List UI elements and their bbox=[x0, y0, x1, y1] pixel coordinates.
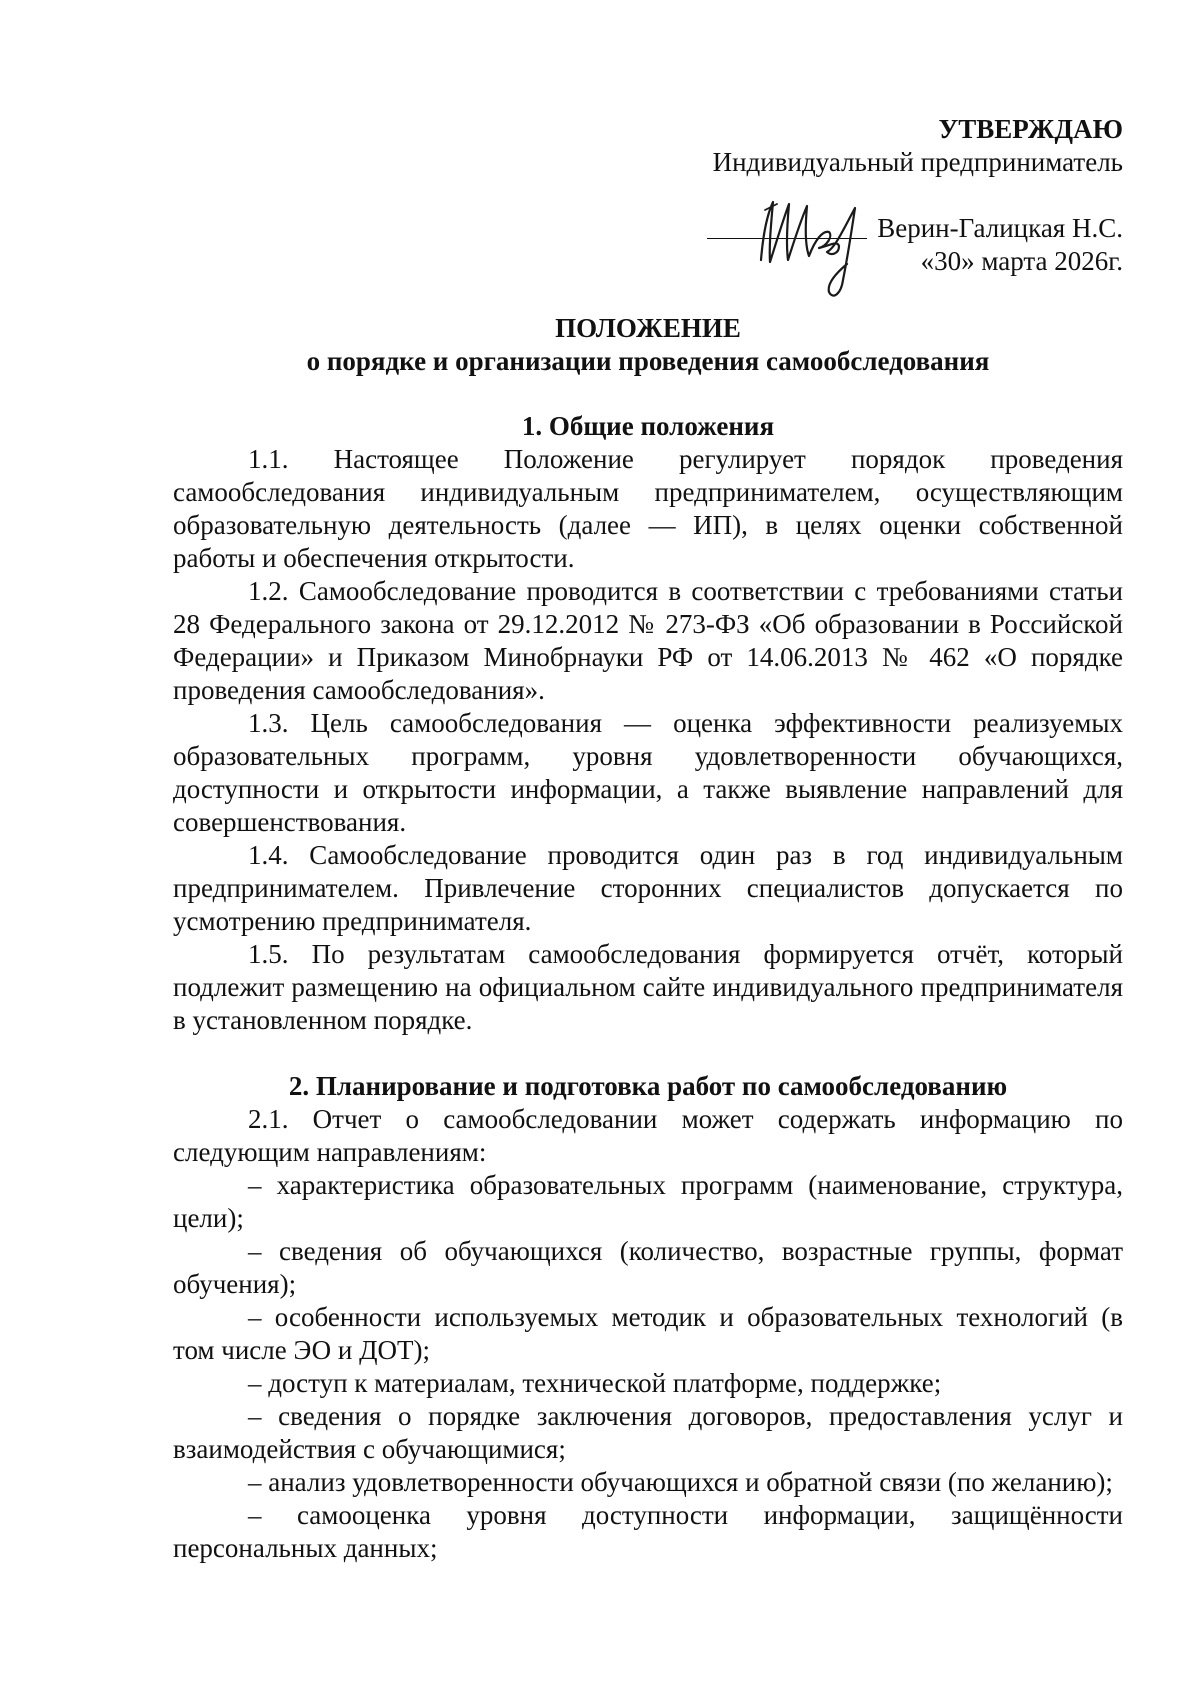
paragraph-1-2: 1.2. Самообследование проводится в соответствии с требованиями статьи 28 Федерального закона от 29.12.2012 № 273-ФЗ «Об образовании в Российской Федерации» и Приказом Минобрнауки РФ от 14.06.2013 № 462 «О порядке проведения самообследования». bbox=[173, 576, 1123, 705]
list-item: – характеристика образовательных программ (наименование, структура, цели); bbox=[173, 1170, 1123, 1233]
document-title bbox=[173, 312, 1123, 378]
section-1-heading: 1. Общие положения bbox=[521, 411, 775, 441]
list-item: – особенности используемых методик и образовательных технологий (в том числе ЭО и ДОТ); bbox=[173, 1302, 1123, 1365]
signature-line bbox=[563, 212, 1123, 245]
paragraph-1-4: 1.4. Самообследование проводится один раз в год индивидуальным предпринимателем. Привлечение сторонних специалистов допускается по усмотрению предпринимателя. bbox=[173, 840, 1123, 936]
approval-block bbox=[563, 113, 1123, 276]
list-item: – анализ удовлетворенности обучающихся и обратной связи (по желанию); bbox=[248, 1467, 1113, 1497]
paragraph-2-1: 2.1. Отчет о самообследовании может содержать информацию по следующим направлениям: bbox=[173, 1104, 1123, 1167]
section-2-heading: 2. Планирование и подготовка работ по самообследованию bbox=[288, 1071, 1008, 1101]
handwritten-signature bbox=[743, 190, 883, 305]
approval-date: «30» марта 2026г. bbox=[920, 246, 1123, 276]
approval-heading: УТВЕРЖДАЮ bbox=[938, 114, 1123, 144]
list-item: – самооценка уровня доступности информации, защищённости персональных данных; bbox=[173, 1500, 1123, 1563]
approval-position: Индивидуальный предприниматель bbox=[712, 147, 1123, 177]
list-item: – сведения о порядке заключения договоров, предоставления услуг и взаимодействия с обучающимися; bbox=[173, 1401, 1123, 1464]
list-item: – доступ к материалам, технической платформе, поддержке; bbox=[248, 1368, 942, 1398]
document-body bbox=[173, 410, 1123, 1565]
paragraph-1-1: 1.1. Настоящее Положение регулирует порядок проведения самообследования индивидуальным предпринимателем, осуществляющим образовательную деятельность (далее — ИП), в целях оценки собственной работы и обеспечения открытости. bbox=[173, 444, 1123, 573]
list-item: – сведения об обучающихся (количество, возрастные группы, формат обучения); bbox=[173, 1236, 1123, 1299]
paragraph-1-5: 1.5. По результатам самообследования формируется отчёт, который подлежит размещению на официальном сайте индивидуального предпринимателя в установленном порядке. bbox=[173, 939, 1123, 1035]
document-title-main: ПОЛОЖЕНИЕ bbox=[555, 313, 741, 343]
section-spacer bbox=[173, 1037, 1123, 1070]
paragraph-1-3: 1.3. Цель самообследования — оценка эффективности реализуемых образовательных программ, уровня удовлетворенности обучающихся, доступности и открытости информации, а также выявление направлений для совершенствования. bbox=[173, 708, 1123, 837]
document-title-sub: о порядке и организации проведения самообследования bbox=[306, 346, 990, 376]
approver-name: Верин-Галицкая Н.С. bbox=[877, 213, 1123, 243]
